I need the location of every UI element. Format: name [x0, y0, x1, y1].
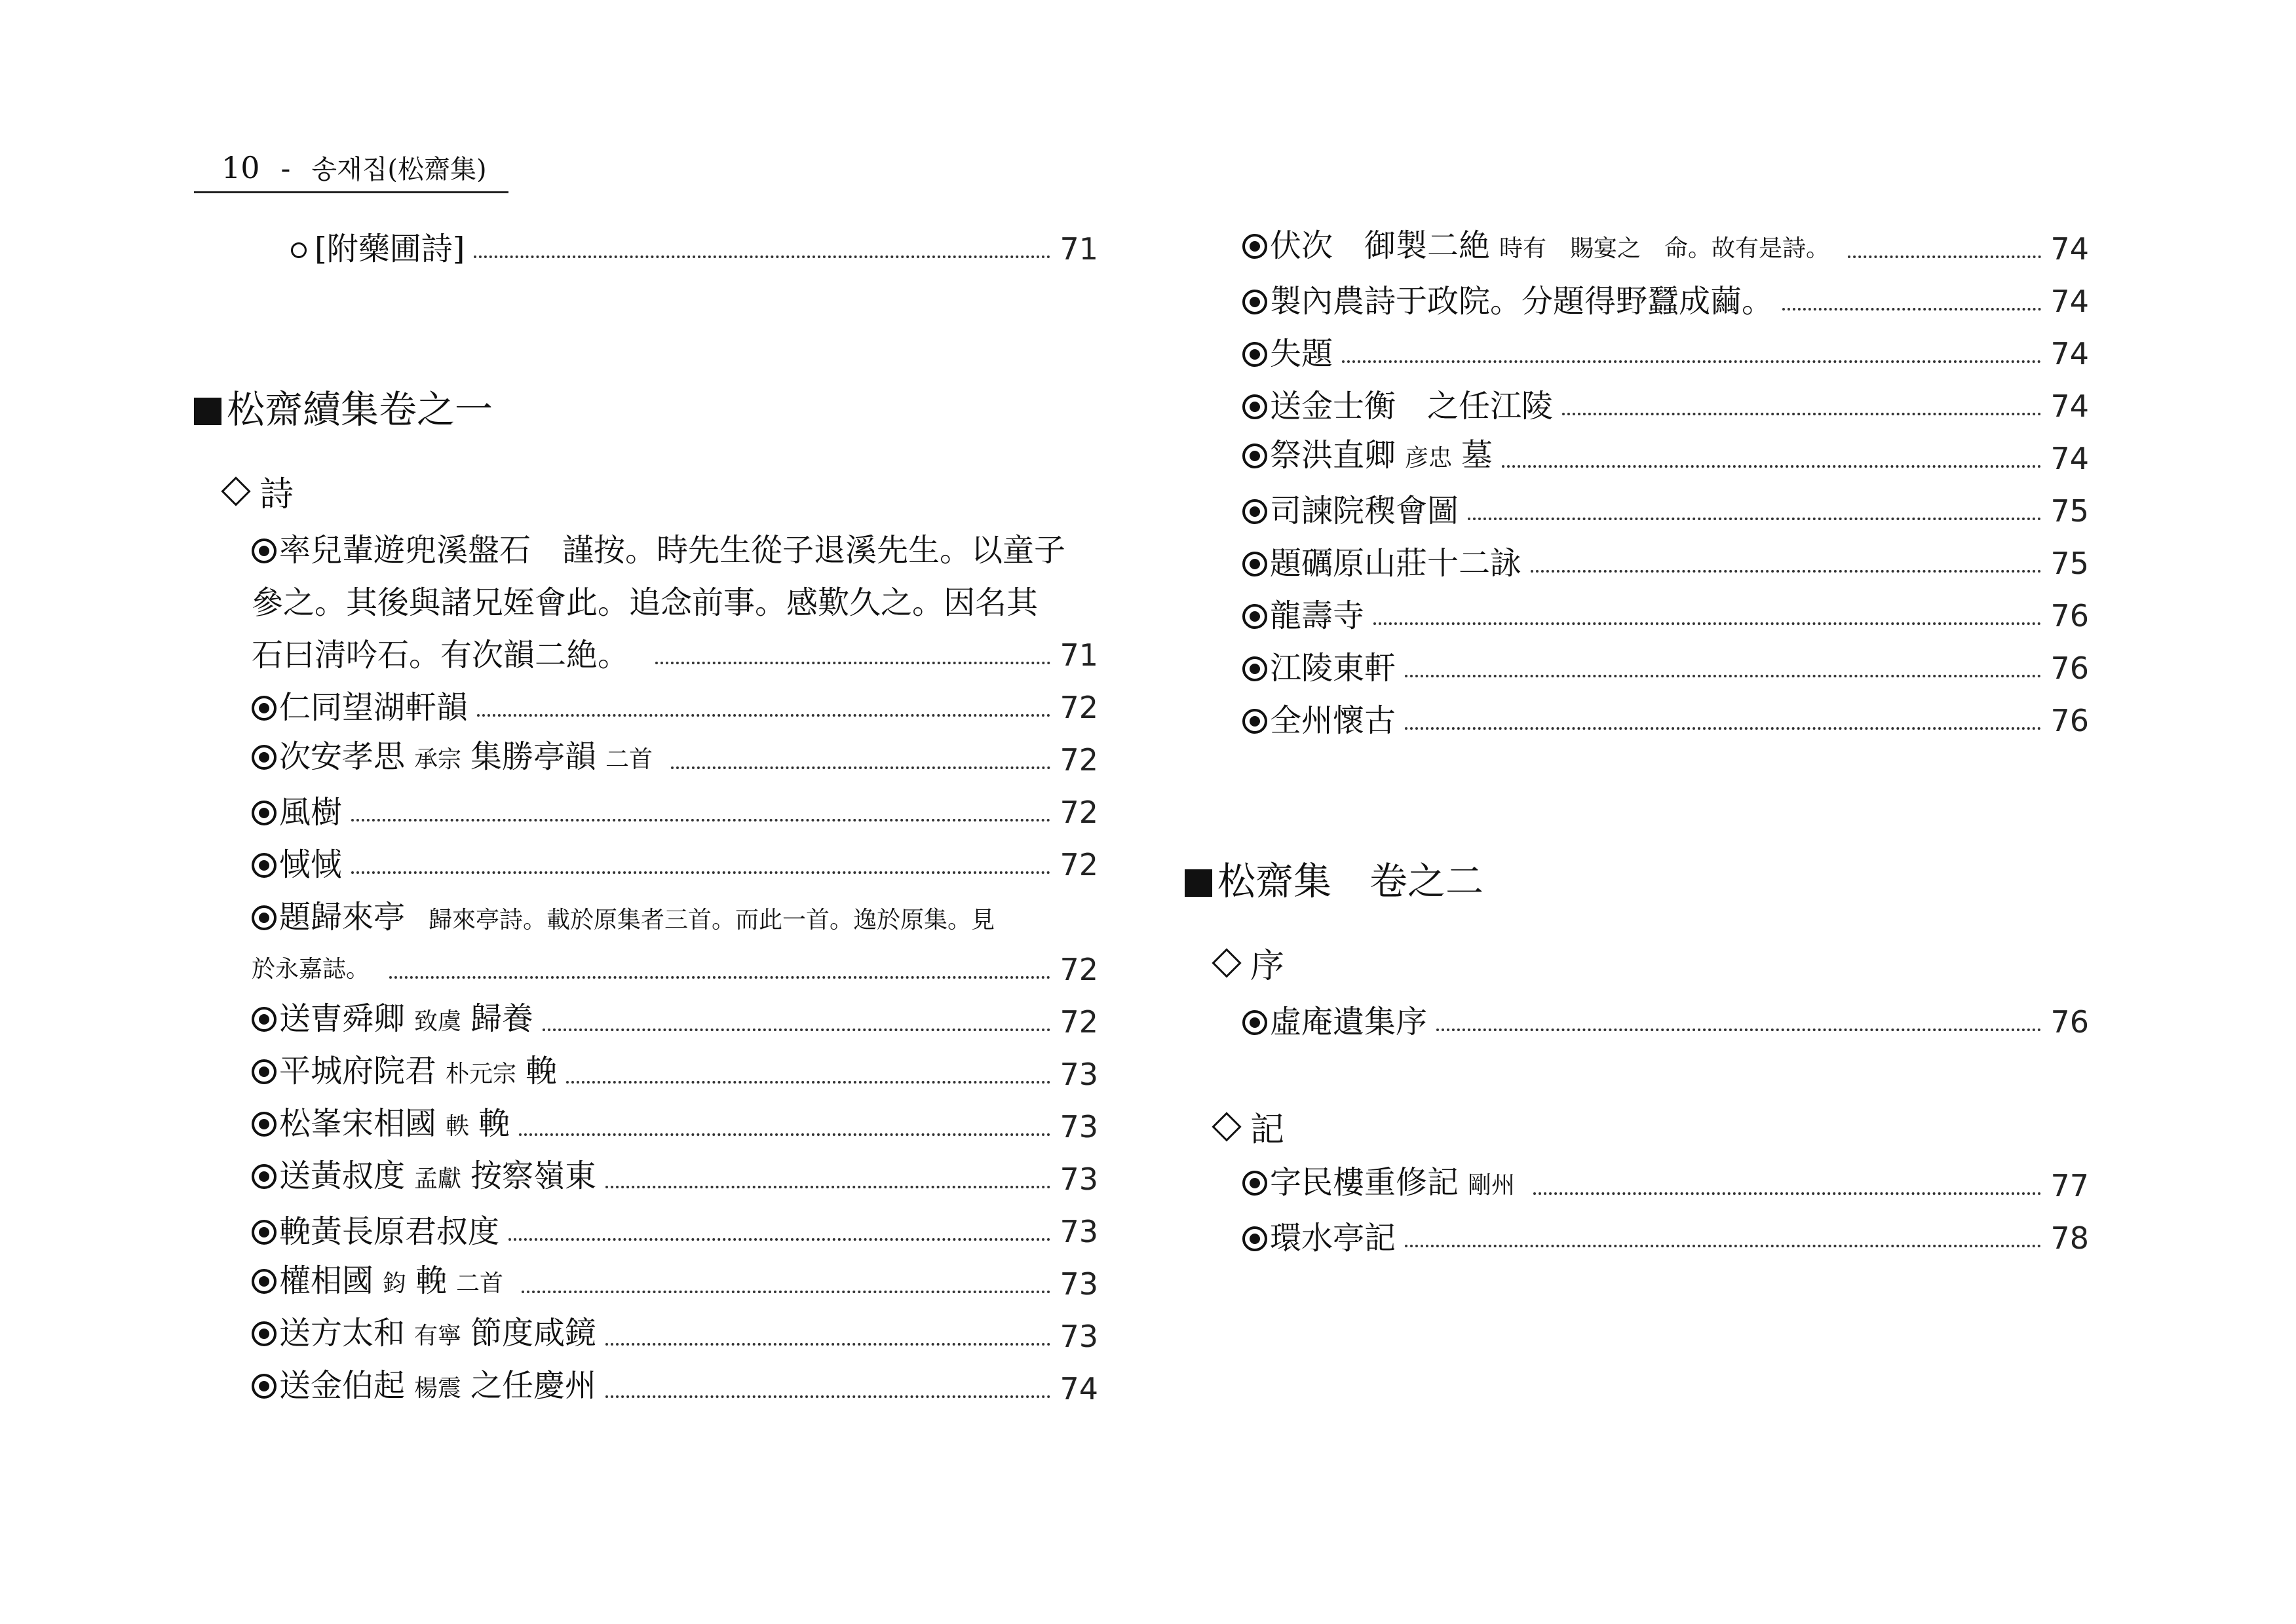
toc-entry-label-cont: 墓 — [1461, 437, 1493, 474]
toc-entry[interactable] — [194, 1363, 1098, 1415]
toc-entry[interactable] — [1185, 694, 2089, 747]
leader-dots — [477, 681, 1050, 734]
page-number: 10 — [221, 150, 260, 185]
toc-entry-label: 全州懷古 — [1270, 702, 1396, 739]
black-square-icon — [194, 398, 221, 425]
toc-entry-appendix[interactable] — [194, 223, 1098, 275]
toc-entry-label: 仁同望湖軒韻 — [279, 689, 469, 726]
toc-page-number: 72 — [1060, 690, 1098, 725]
toc-entry-label: 石曰淸吟石。有次韻二絶。 — [252, 637, 630, 673]
toc-entry-note: 剛州 — [1468, 1172, 1516, 1199]
toc-entry[interactable] — [194, 681, 1098, 734]
toc-entry-label-cont: 按察嶺東 — [470, 1158, 597, 1194]
book-title: 송재집(松齋集) — [311, 155, 487, 185]
toc-entry[interactable] — [194, 1048, 1098, 1101]
toc-page-number: 76 — [2050, 703, 2089, 738]
toc-entry-label: 惐惐 — [279, 846, 343, 883]
bullet-icon — [1242, 656, 1267, 681]
toc-entry-note: 彦忠 — [1405, 445, 1453, 472]
leader-dots — [1405, 642, 2041, 694]
toc-entry-label: 題礪原山莊十二詠 — [1270, 545, 1522, 582]
leader-dots — [1373, 590, 2041, 642]
bullet-icon — [252, 745, 277, 770]
leader-dots — [1405, 1212, 2041, 1264]
toc-entry[interactable] — [1185, 1160, 2089, 1212]
toc-page-number: 73 — [1060, 1161, 1098, 1197]
leader-dots — [1405, 694, 2041, 747]
toc-page-number: 76 — [2050, 598, 2089, 633]
subsection-poems: 詩 — [194, 465, 1098, 524]
leader-dots — [1468, 485, 2041, 537]
toc-entry-note: 二首 — [605, 746, 653, 773]
toc-page-number: 74 — [2050, 231, 2089, 267]
toc-page-number: 74 — [2050, 336, 2089, 371]
toc-page-number: 74 — [2050, 388, 2089, 424]
toc-entry-label: 送金伯起 — [279, 1367, 406, 1404]
diamond-icon — [221, 476, 250, 506]
toc-entry[interactable] — [1185, 275, 2089, 328]
toc-entry-note: 時有 賜宴之 命。故有是詩。 — [1499, 235, 1830, 262]
leader-dots — [605, 1153, 1050, 1205]
toc-entry-label: 風樹 — [279, 794, 343, 831]
toc-entry[interactable] — [194, 1310, 1098, 1363]
toc-entry[interactable] — [1185, 537, 2089, 590]
toc-page-number: 76 — [2050, 651, 2089, 686]
toc-page-number: 73 — [1060, 1266, 1098, 1302]
toc-entry-label-cont: 輓 — [526, 1053, 558, 1089]
leader-dots — [522, 1258, 1050, 1310]
toc-entry-label: 送黃叔度 — [279, 1158, 406, 1194]
toc-entry-note: 承宗 — [414, 746, 462, 773]
toc-entry-guiraeting-line2[interactable] — [194, 943, 1098, 996]
toc-entry[interactable] — [194, 786, 1098, 839]
header-separator: - — [280, 152, 291, 185]
leader-dots — [655, 629, 1050, 681]
toc-entry-multiline-line1[interactable]: 率兒輩遊兜溪盤石 謹按。時先生從子退溪先生。以童子 — [194, 524, 1098, 576]
toc-entry-label: 輓黃長原君叔度 — [279, 1213, 500, 1250]
toc-entry-label-cont: 輓 — [478, 1105, 510, 1142]
bullet-icon — [252, 801, 277, 825]
toc-page-number: 73 — [1060, 1214, 1098, 1249]
toc-page-number: 74 — [1060, 1371, 1098, 1407]
leader-dots — [1342, 328, 2041, 380]
toc-entry-label: 伏次 御製二絶 — [1270, 227, 1491, 264]
toc-entry[interactable] — [194, 996, 1098, 1048]
toc-entry[interactable] — [1185, 1212, 2089, 1264]
toc-entry-label: 字民樓重修記 — [1270, 1164, 1459, 1201]
toc-entry[interactable] — [194, 1258, 1098, 1310]
leader-dots — [519, 1101, 1050, 1153]
toc-page-number: 74 — [2050, 441, 2089, 476]
toc-entry-note: 朴元宗 — [446, 1061, 517, 1087]
toc-entry-label-cont: 之任慶州 — [470, 1367, 597, 1404]
leader-dots — [1848, 223, 2041, 275]
toc-entry-label: 平城府院君 — [279, 1053, 437, 1089]
toc-entry-guiraeting-line1[interactable] — [194, 891, 1098, 943]
toc-entry[interactable] — [1185, 223, 2089, 275]
toc-entry[interactable] — [1185, 432, 2089, 485]
subsection-records: 記 — [1185, 1101, 2089, 1160]
toc-entry[interactable] — [1185, 642, 2089, 694]
toc-entry-label: 司諫院稧會圖 — [1270, 493, 1459, 529]
toc-entry-label: 虛庵遺集序 — [1270, 1004, 1428, 1040]
leader-dots — [1436, 996, 2041, 1048]
right-column — [1185, 223, 2089, 1264]
toc-page-number: 73 — [1060, 1109, 1098, 1144]
bullet-icon — [252, 1007, 277, 1032]
toc-entry-label-cont: 集勝亭韻 — [470, 738, 597, 775]
toc-page-number: 77 — [2050, 1168, 2089, 1203]
leader-dots — [566, 1048, 1050, 1101]
toc-entry-label: 松峯宋相國 — [279, 1105, 437, 1142]
leader-dots — [605, 1363, 1050, 1415]
bullet-icon — [1242, 709, 1267, 734]
bullet-icon — [1242, 234, 1267, 259]
section-title-volume-2: 松齋集 卷之二 — [1185, 845, 2089, 917]
toc-entry-label: 權相國 — [279, 1262, 374, 1299]
section-title-volume-1: 松齋續集卷之一 — [194, 373, 1098, 445]
left-column — [194, 223, 1098, 1415]
toc-entry-label: 次安孝思 — [279, 738, 406, 775]
toc-entry-note: 鈞 — [383, 1270, 407, 1297]
toc-entry[interactable] — [1185, 590, 2089, 642]
subsection-preface: 序 — [1185, 937, 2089, 996]
toc-page-number: 73 — [1060, 1057, 1098, 1092]
toc-page-number: 72 — [1060, 952, 1098, 987]
bullet-icon — [1242, 290, 1267, 314]
bullet-icon — [252, 853, 277, 878]
toc-entry-label: [附藥圃詩] — [315, 231, 465, 267]
toc-entry[interactable] — [194, 1153, 1098, 1205]
toc-entry-note: 有寧 — [414, 1323, 462, 1350]
toc-page-number: 72 — [1060, 847, 1098, 882]
toc-entry[interactable] — [1185, 485, 2089, 537]
toc-page-number: 75 — [2050, 546, 2089, 581]
toc-entry-label: 送金士衡 之任江陵 — [1270, 388, 1554, 425]
black-square-icon — [1185, 869, 1212, 897]
toc-page-number: 76 — [2050, 1004, 2089, 1040]
bullet-icon — [252, 905, 277, 930]
bullet-icon — [1242, 444, 1267, 468]
toc-entry[interactable] — [194, 734, 1098, 786]
toc-entry[interactable] — [194, 1101, 1098, 1153]
toc-page-number: 72 — [1060, 795, 1098, 830]
leader-dots — [1533, 1160, 2041, 1212]
leader-dots — [351, 839, 1050, 891]
bullet-icon — [1242, 394, 1267, 419]
toc-entry-label: 環水亭記 — [1270, 1220, 1396, 1256]
leader-dots — [1531, 537, 2041, 590]
toc-entry-multiline-line2: 參之。其後與諸兄姪會此。追念前事。感歎久之。因名其 — [252, 584, 1039, 621]
toc-entry-label: 送曺舜卿 — [279, 1000, 406, 1037]
toc-entry-label: 失題 — [1270, 335, 1333, 372]
diamond-icon — [1212, 1112, 1241, 1141]
toc-entry-label-cont: 節度咸鏡 — [470, 1315, 597, 1351]
toc-entry-label: 江陵東軒 — [1270, 650, 1396, 687]
toc-entry-note: 歸來亭詩。載於原集者三首。而此一首。逸於原集。見 — [429, 907, 995, 934]
toc-page-number: 72 — [1060, 1004, 1098, 1040]
bullet-icon — [1242, 1226, 1267, 1251]
toc-page-number: 72 — [1060, 742, 1098, 778]
leader-dots — [508, 1205, 1050, 1258]
toc-entry-note: 軼 — [446, 1113, 470, 1140]
toc-entry[interactable] — [194, 1205, 1098, 1258]
bullet-icon — [252, 1164, 277, 1189]
toc-entry-note: 楊震 — [414, 1375, 462, 1402]
toc-entry-label: 龍壽寺 — [1270, 597, 1365, 634]
toc-entry-label: 製內農詩于政院。分題得野蠶成繭。 — [1270, 283, 1774, 320]
toc-page-number: 74 — [2050, 284, 2089, 319]
bullet-icon — [1242, 552, 1267, 576]
leader-dots — [671, 734, 1050, 786]
toc-entry-label: 送方太和 — [279, 1315, 406, 1351]
toc-entry-note: 二首 — [456, 1270, 504, 1297]
bullet-icon — [1242, 342, 1267, 367]
leader-dots — [543, 996, 1050, 1048]
bullet-icon — [252, 696, 277, 721]
toc-entry-note: 致虞 — [414, 1008, 462, 1035]
bullet-icon — [252, 1321, 277, 1346]
toc-entry[interactable] — [1185, 328, 2089, 380]
leader-dots — [1562, 380, 2041, 432]
toc-page-number: 71 — [1060, 231, 1098, 267]
toc-page-number: 75 — [2050, 493, 2089, 529]
toc-page-number: 73 — [1060, 1319, 1098, 1354]
leader-dots — [605, 1310, 1050, 1363]
bullet-icon — [1242, 499, 1267, 524]
open-circle-icon — [291, 242, 307, 258]
page-header — [194, 148, 508, 193]
toc-page-number: 78 — [2050, 1220, 2089, 1256]
leader-dots — [1782, 275, 2041, 328]
leader-dots — [1502, 432, 2041, 485]
toc-entry-label-cont: 歸養 — [470, 1000, 534, 1037]
diamond-icon — [1212, 948, 1241, 977]
toc-entry-note: 於永嘉誌。 — [252, 956, 370, 983]
bullet-icon — [252, 538, 277, 563]
toc-page-number: 71 — [1060, 637, 1098, 673]
bullet-icon — [1242, 1010, 1267, 1035]
toc-entry-label: 題歸來亭 — [279, 899, 406, 935]
toc-entry[interactable] — [1185, 996, 2089, 1048]
leader-dots — [351, 786, 1050, 839]
toc-entry[interactable] — [194, 839, 1098, 891]
leader-dots — [474, 223, 1050, 275]
leader-dots — [389, 943, 1050, 996]
bullet-icon — [252, 1220, 277, 1245]
bullet-icon — [1242, 604, 1267, 629]
bullet-icon — [252, 1269, 277, 1294]
bullet-icon — [1242, 1171, 1267, 1196]
bullet-icon — [252, 1059, 277, 1084]
toc-entry-note: 孟獻 — [414, 1165, 462, 1192]
bullet-icon — [252, 1374, 277, 1399]
toc-entry[interactable] — [1185, 380, 2089, 432]
toc-entry-multiline-line3[interactable] — [194, 629, 1098, 681]
toc-entry-label-cont: 輓 — [415, 1262, 448, 1299]
bullet-icon — [252, 1112, 277, 1137]
toc-entry-label: 祭洪直卿 — [1270, 437, 1396, 474]
